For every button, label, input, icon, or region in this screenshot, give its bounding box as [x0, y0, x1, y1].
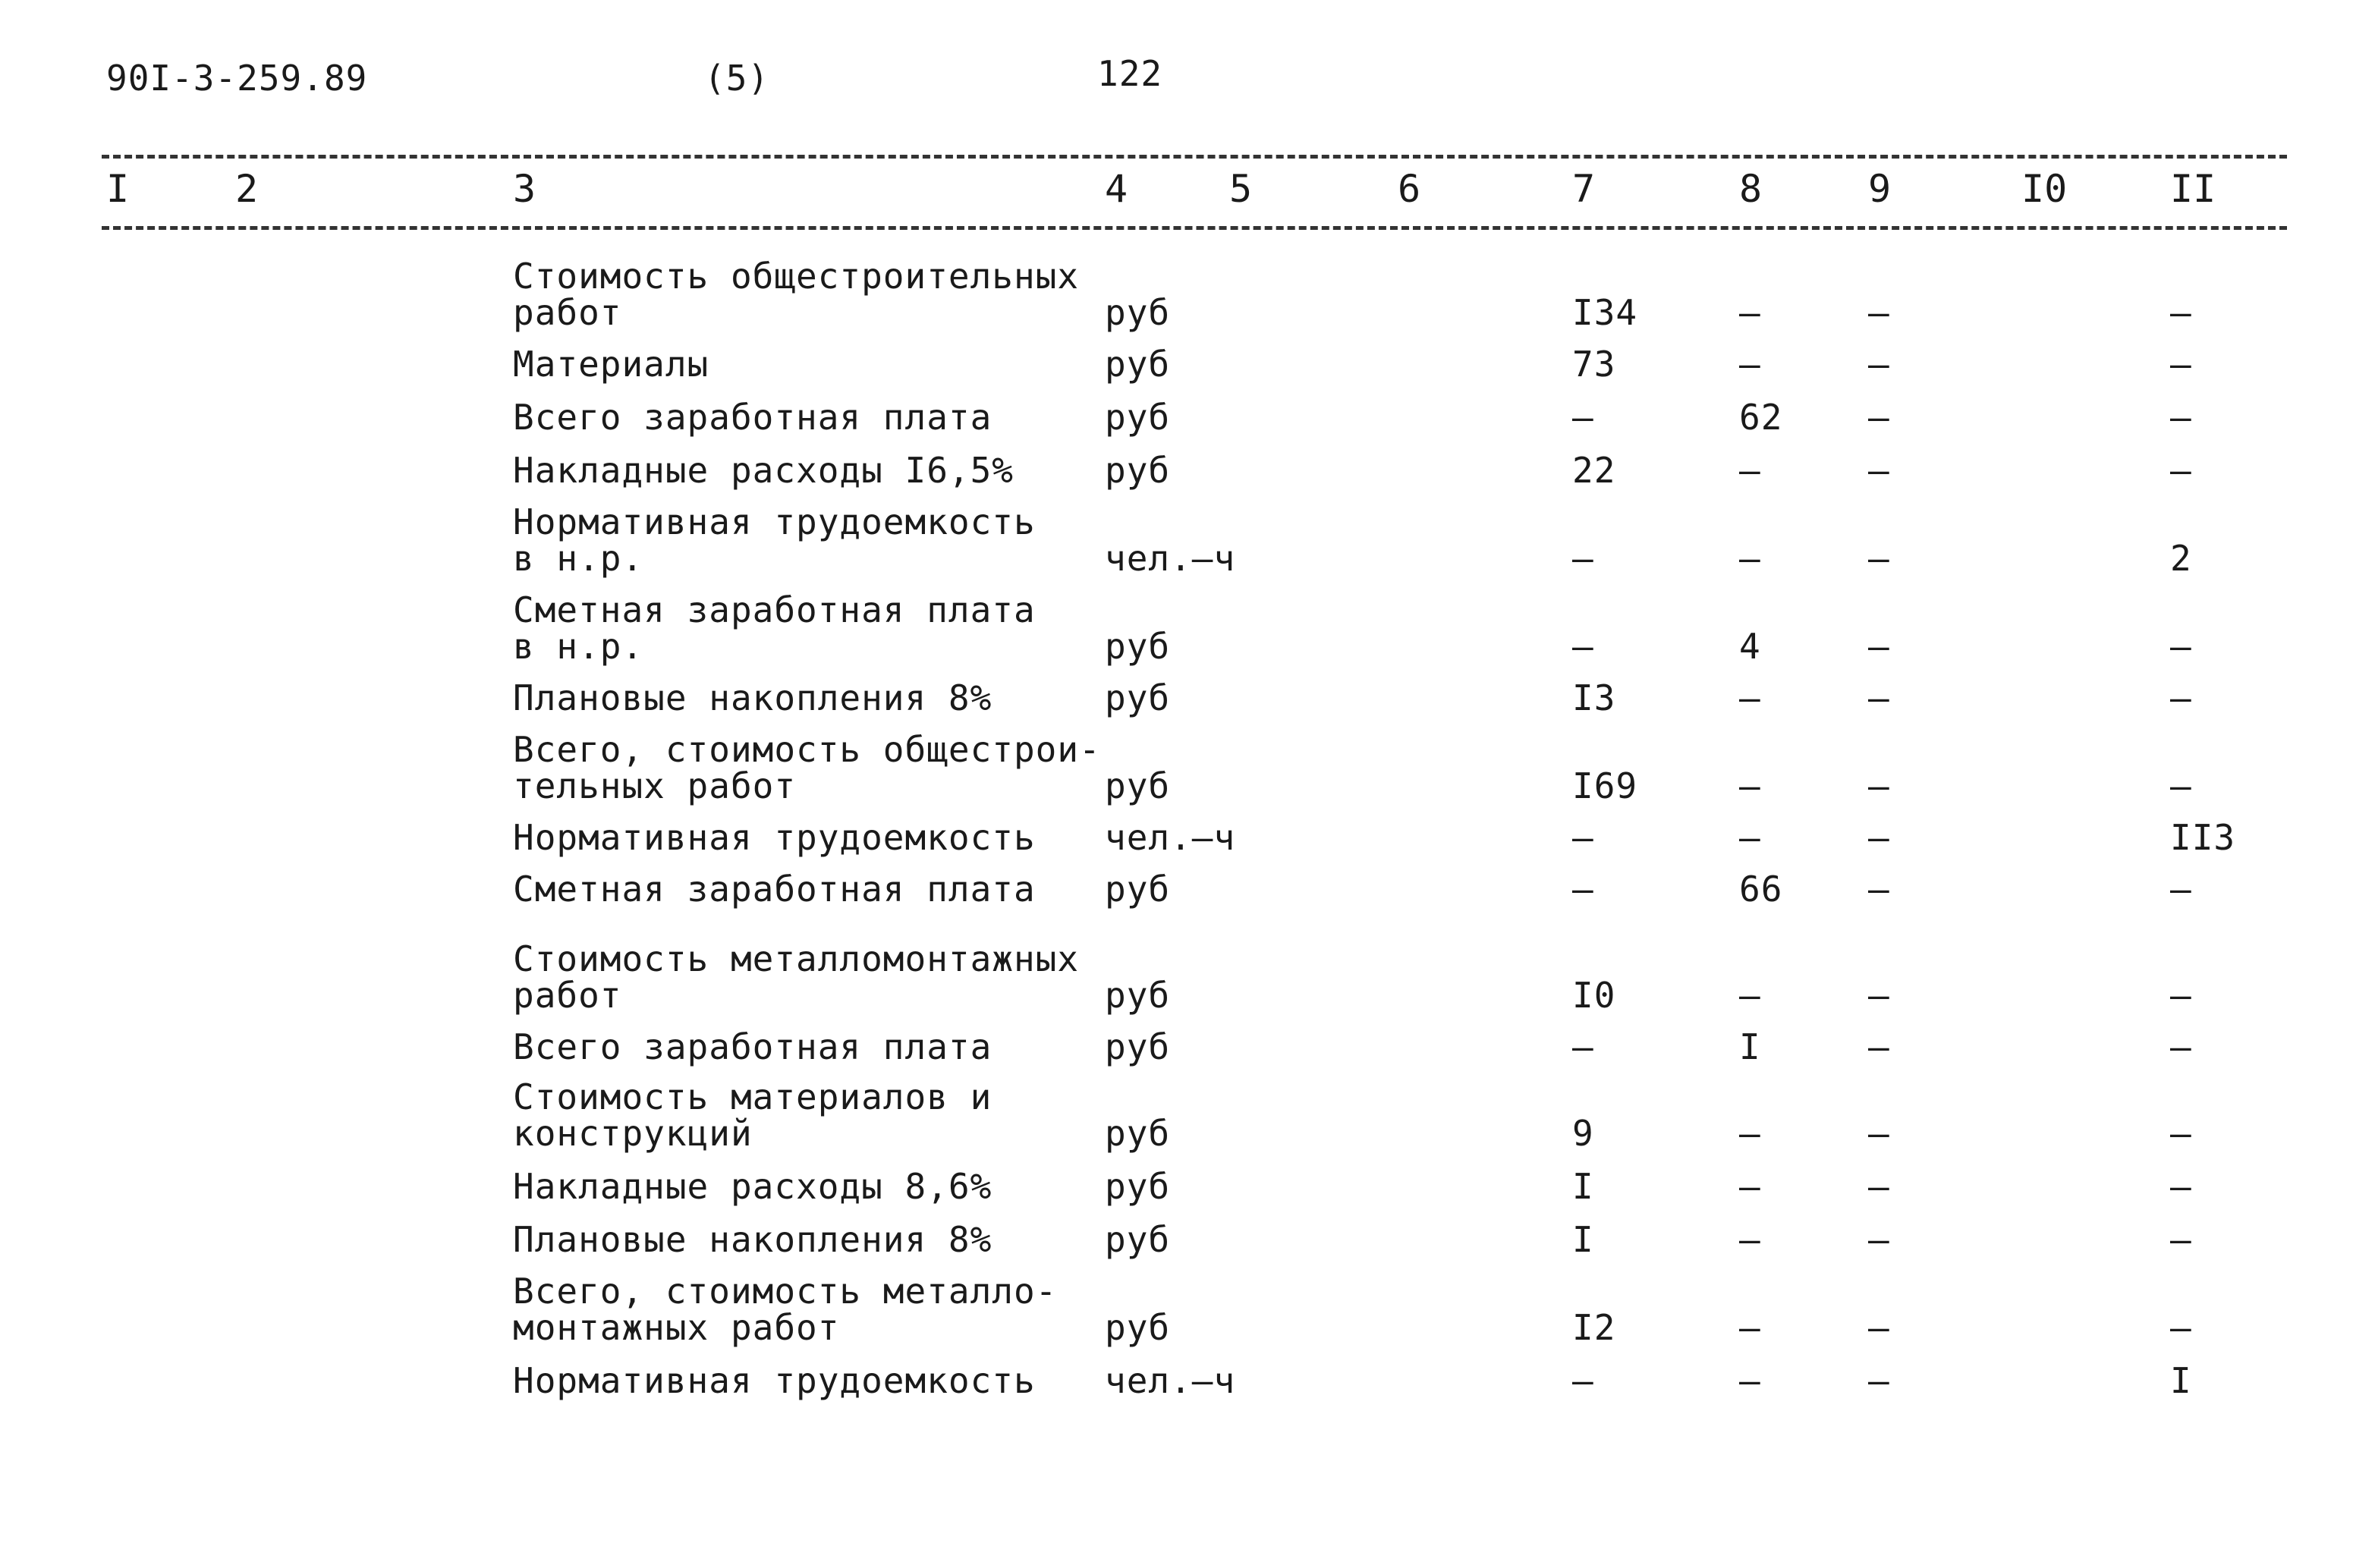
row-col11-value: –	[2170, 765, 2192, 806]
row-col11-value: 2	[2170, 538, 2192, 579]
row-description: Всего, стоимость металло- монтажных работ	[513, 1271, 1058, 1348]
row-unit: руб	[1105, 450, 1171, 491]
row-col7-value: I3	[1572, 677, 1616, 718]
row-col7-value: I34	[1572, 292, 1638, 333]
row-description: Нормативная трудоемкость	[513, 1360, 1036, 1401]
row-col7-value: 73	[1572, 344, 1616, 385]
table-row	[0, 382, 2375, 438]
row-col7-value: –	[1572, 1360, 1594, 1401]
table-row	[0, 331, 2375, 385]
table-row	[0, 1346, 2375, 1399]
column-number-7: 7	[1572, 167, 1596, 211]
row-unit: руб	[1105, 344, 1171, 385]
table-header-rule	[102, 226, 2287, 230]
table-row	[0, 435, 2375, 489]
row-description: Плановые накопления 8%	[513, 677, 992, 718]
row-description: Нормативная трудоемкость в н.р.	[513, 501, 1036, 579]
row-col8-value: –	[1739, 765, 1761, 806]
table-row	[0, 1205, 2375, 1258]
row-description: Всего заработная плата	[513, 1026, 992, 1067]
table-body	[0, 255, 2375, 1399]
table-row	[0, 489, 2375, 577]
row-col11-value: I	[2170, 1360, 2192, 1401]
row-unit: руб	[1105, 1113, 1171, 1154]
column-number-5: 5	[1229, 167, 1253, 211]
row-col7-value: I0	[1572, 975, 1616, 1016]
row-col8-value: –	[1739, 975, 1761, 1016]
row-unit: чел.–ч	[1105, 538, 1236, 579]
row-description: Накладные расходы 8,6%	[513, 1166, 992, 1207]
row-col9-value: –	[1868, 1307, 1890, 1348]
row-col9-value: –	[1868, 975, 1890, 1016]
table-row	[0, 665, 2375, 716]
row-unit: руб	[1105, 975, 1171, 1016]
row-col7-value: I	[1572, 1166, 1594, 1207]
row-unit: руб	[1105, 765, 1171, 806]
row-col7-value: I69	[1572, 765, 1638, 806]
table-row	[0, 255, 2375, 331]
column-number-1: I	[106, 167, 130, 211]
row-col8-value: 4	[1739, 626, 1761, 667]
row-col11-value: –	[2170, 450, 2192, 491]
row-description: Стоимость металломонтажных работ	[513, 938, 1080, 1016]
column-number-4: 4	[1105, 167, 1128, 211]
table-top-rule	[102, 155, 2287, 159]
row-col8-value: –	[1739, 538, 1761, 579]
row-col8-value: –	[1739, 1113, 1761, 1154]
row-col7-value: –	[1572, 397, 1594, 438]
row-description: Накладные расходы I6,5%	[513, 450, 1014, 491]
row-description: Плановые накопления 8%	[513, 1219, 992, 1260]
row-col11-value: –	[2170, 292, 2192, 333]
row-col11-value: –	[2170, 1166, 2192, 1207]
row-col8-value: 62	[1739, 397, 1783, 438]
row-col8-value: –	[1739, 1360, 1761, 1401]
row-col9-value: –	[1868, 397, 1890, 438]
row-col7-value: –	[1572, 1026, 1594, 1067]
row-unit: чел.–ч	[1105, 1360, 1236, 1401]
row-unit: руб	[1105, 677, 1171, 718]
row-col9-value: –	[1868, 1219, 1890, 1260]
page-number: 122	[1097, 53, 1163, 94]
row-col11-value: –	[2170, 975, 2192, 1016]
column-number-3: 3	[513, 167, 536, 211]
row-col9-value: –	[1868, 1166, 1890, 1207]
table-row	[0, 577, 2375, 665]
row-col9-value: –	[1868, 626, 1890, 667]
column-number-2: 2	[235, 167, 259, 211]
row-col9-value: –	[1868, 1113, 1890, 1154]
row-col9-value: –	[1868, 677, 1890, 718]
row-col7-value: –	[1572, 538, 1594, 579]
row-unit: руб	[1105, 1026, 1171, 1067]
row-col11-value: –	[2170, 1113, 2192, 1154]
row-description: Стоимость материалов и конструкций	[513, 1076, 992, 1154]
row-description: Всего, стоимость общестрои- тельных работ	[513, 729, 1101, 806]
row-col8-value: –	[1739, 344, 1761, 385]
row-col9-value: –	[1868, 765, 1890, 806]
row-col9-value: –	[1868, 869, 1890, 910]
row-col8-value: I	[1739, 1026, 1761, 1067]
row-col8-value: –	[1739, 817, 1761, 858]
row-col8-value: –	[1739, 1219, 1761, 1260]
section-number: (5)	[704, 58, 770, 99]
row-col7-value: –	[1572, 626, 1594, 667]
row-description: Материалы	[513, 344, 709, 385]
table-row	[0, 804, 2375, 856]
row-col11-value: II3	[2170, 817, 2236, 858]
column-number-10: I0	[2021, 167, 2068, 211]
row-col9-value: –	[1868, 344, 1890, 385]
row-col7-value: I2	[1572, 1307, 1616, 1348]
row-unit: чел.–ч	[1105, 817, 1236, 858]
table-row	[0, 1013, 2375, 1065]
row-col9-value: –	[1868, 292, 1890, 333]
row-unit: руб	[1105, 626, 1171, 667]
column-number-8: 8	[1739, 167, 1763, 211]
row-unit: руб	[1105, 397, 1171, 438]
row-description: Всего заработная плата	[513, 397, 992, 438]
row-col11-value: –	[2170, 397, 2192, 438]
row-col7-value: I	[1572, 1219, 1594, 1260]
row-unit: руб	[1105, 869, 1171, 910]
row-unit: руб	[1105, 1307, 1171, 1348]
row-col7-value: 22	[1572, 450, 1616, 491]
table-row	[0, 856, 2375, 910]
row-col9-value: –	[1868, 1026, 1890, 1067]
row-description: Сметная заработная плата	[513, 869, 1036, 910]
document-code: 90I-3-259.89	[106, 58, 368, 99]
row-unit: руб	[1105, 292, 1171, 333]
table-row	[0, 1065, 2375, 1152]
row-col9-value: –	[1868, 817, 1890, 858]
row-col11-value: –	[2170, 344, 2192, 385]
table-row	[0, 716, 2375, 804]
row-unit: руб	[1105, 1219, 1171, 1260]
row-col9-value: –	[1868, 1360, 1890, 1401]
row-description: Стоимость общестроительных работ	[513, 256, 1080, 333]
row-col8-value: –	[1739, 292, 1761, 333]
row-col11-value: –	[2170, 1026, 2192, 1067]
row-col11-value: –	[2170, 869, 2192, 910]
table-row	[0, 1258, 2375, 1346]
row-col11-value: –	[2170, 1307, 2192, 1348]
table-row	[0, 907, 2375, 1016]
row-col9-value: –	[1868, 538, 1890, 579]
row-col8-value: –	[1739, 450, 1761, 491]
column-number-11: II	[2170, 167, 2216, 211]
row-col11-value: –	[2170, 1219, 2192, 1260]
row-col7-value: –	[1572, 869, 1594, 910]
row-col11-value: –	[2170, 677, 2192, 718]
row-col8-value: –	[1739, 1166, 1761, 1207]
row-col7-value: –	[1572, 817, 1594, 858]
row-description: Нормативная трудоемкость	[513, 817, 1036, 858]
table-row	[0, 1152, 2375, 1205]
row-description: Сметная заработная плата в н.р.	[513, 589, 1036, 667]
row-col9-value: –	[1868, 450, 1890, 491]
row-unit: руб	[1105, 1166, 1171, 1207]
row-col11-value: –	[2170, 626, 2192, 667]
column-number-9: 9	[1868, 167, 1892, 211]
row-col7-value: 9	[1572, 1113, 1594, 1154]
row-col8-value: 66	[1739, 869, 1783, 910]
row-col8-value: –	[1739, 1307, 1761, 1348]
row-col8-value: –	[1739, 677, 1761, 718]
column-number-6: 6	[1398, 167, 1421, 211]
